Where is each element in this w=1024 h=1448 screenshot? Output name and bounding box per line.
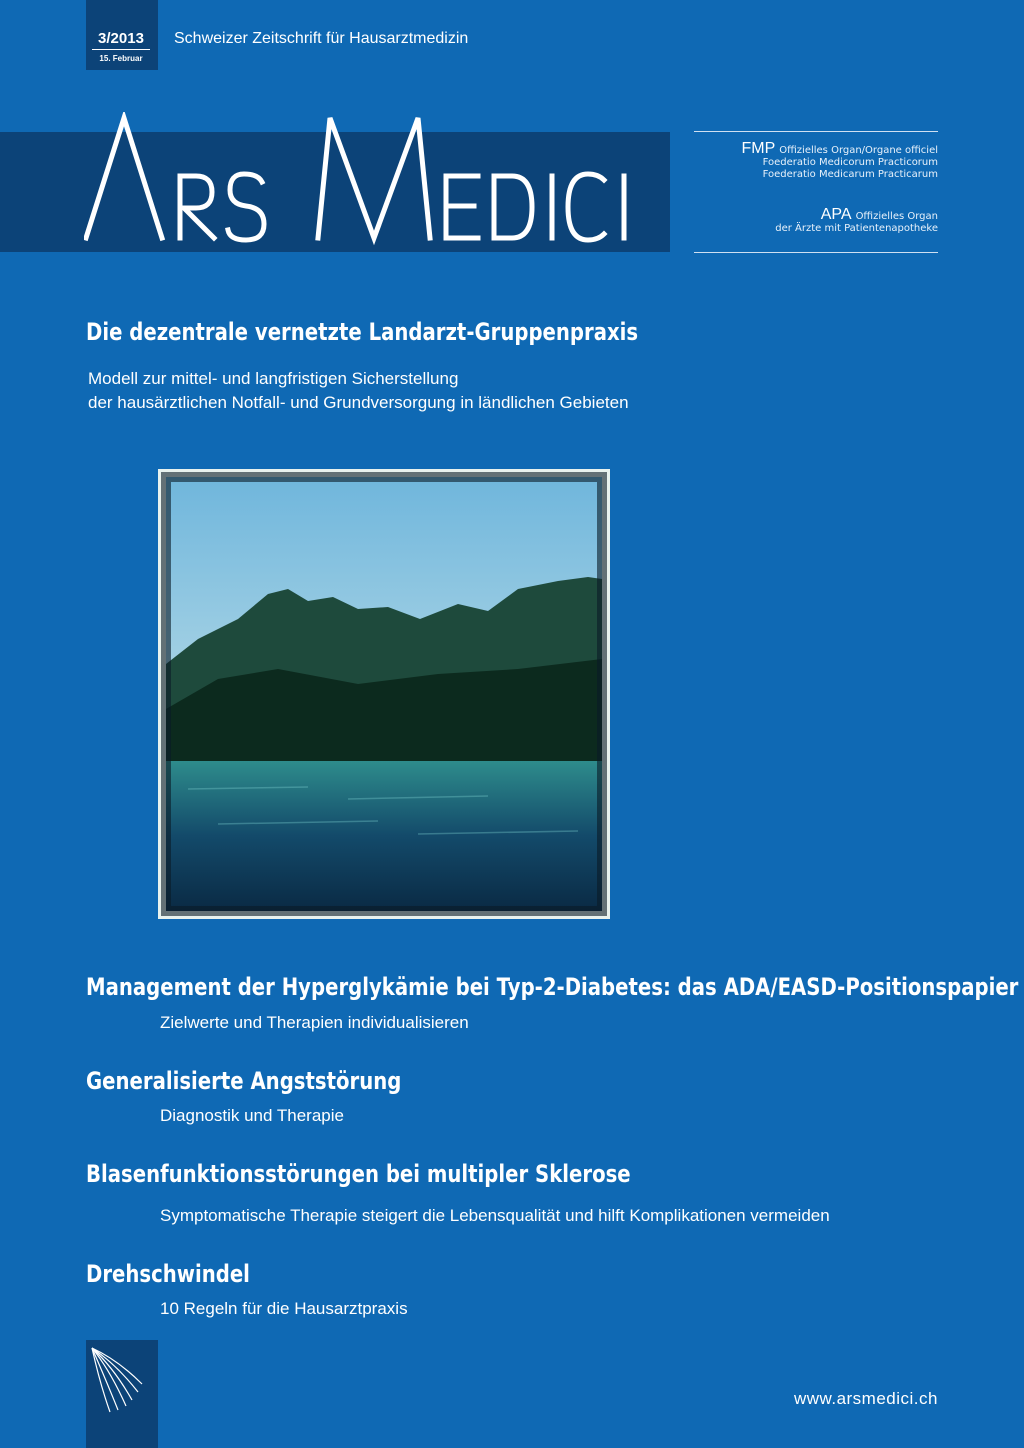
org-divider-bottom bbox=[694, 252, 938, 253]
article-subtitle: 10 Regeln für die Hausarztpraxis bbox=[160, 1299, 408, 1318]
apa-block: APA Offizielles Organ der Ärzte mit Patientenapotheke bbox=[775, 206, 938, 234]
article-title: Generalisierte Angststörung bbox=[86, 1067, 402, 1095]
cover-photo bbox=[158, 469, 610, 919]
issue-badge bbox=[92, 30, 150, 63]
journal-subtitle: Schweizer Zeitschrift für Hausarztmedizin bbox=[174, 30, 469, 47]
fmp-abbr: FMP bbox=[741, 140, 776, 157]
article-title: Drehschwindel bbox=[86, 1260, 250, 1288]
lead-article-title: Die dezentrale vernetzte Landarzt-Gruppenpraxis bbox=[86, 318, 639, 346]
org-divider-top bbox=[694, 131, 938, 132]
article-title: Blasenfunktionsstörungen bei multipler Sklerose bbox=[86, 1160, 631, 1188]
fmp-block: FMP Offizielles Organ/Organe officiel Foederatio Medicorum Practicorum Foederatio Medicarum Practicarum bbox=[741, 140, 938, 180]
issue-number: 3/2013 bbox=[92, 30, 150, 50]
article-subtitle: Zielwerte und Therapien individualisieren bbox=[160, 1013, 469, 1032]
landscape-photo bbox=[158, 469, 610, 919]
publisher-fan-icon bbox=[86, 1340, 158, 1420]
lead-article-subtitle: Modell zur mittel- und langfristigen Sicherstellung der hausärztlichen Notfall- und Grundversorgung in ländlichen Gebieten bbox=[88, 369, 629, 412]
apa-abbr: APA bbox=[820, 206, 852, 223]
ars-medici-logo bbox=[84, 112, 670, 252]
website-url[interactable]: www.arsmedici.ch bbox=[793, 1389, 938, 1408]
article-subtitle: Symptomatische Therapie steigert die Lebensqualität und hilft Komplikationen vermeiden bbox=[160, 1206, 830, 1225]
issue-date: 15. Februar bbox=[99, 54, 143, 63]
article-subtitle: Diagnostik und Therapie bbox=[160, 1106, 344, 1125]
article-title: Management der Hyperglykämie bei Typ-2-Diabetes: das ADA/EASD-Positionspapier bbox=[86, 973, 1019, 1001]
